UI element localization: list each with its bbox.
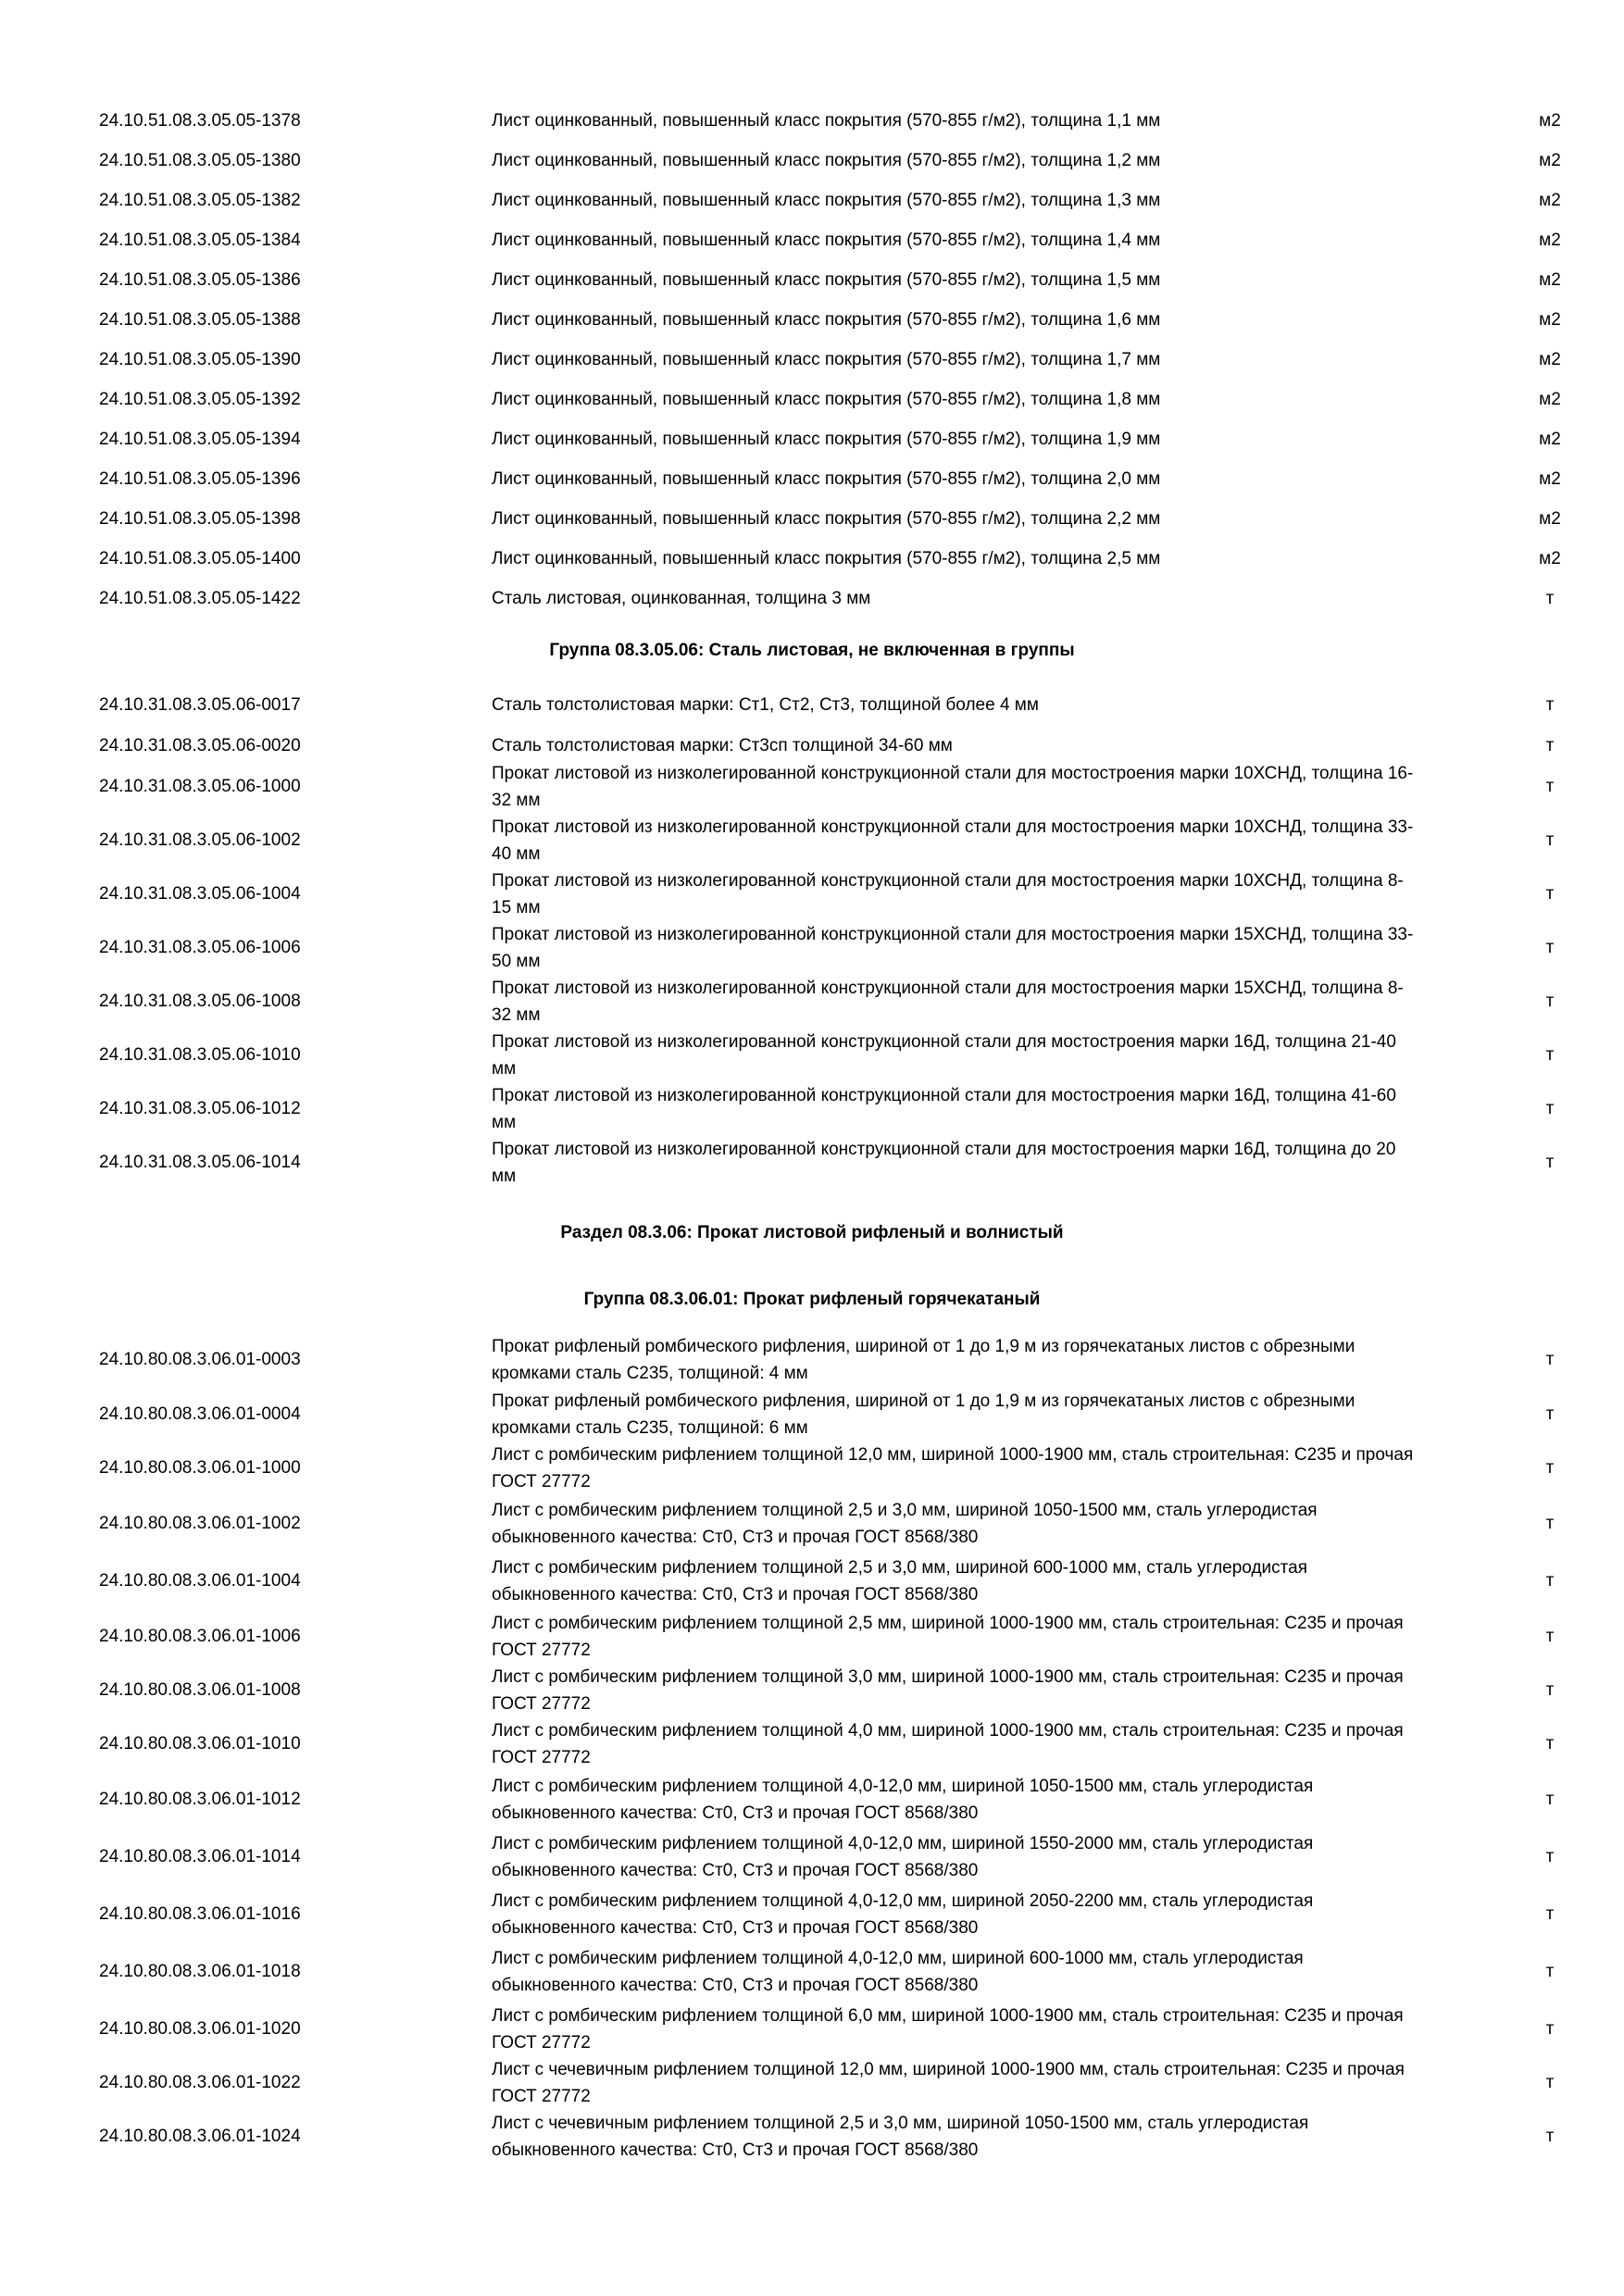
- row-name: Прокат рифленый ромбического рифления, шириной от 1 до 1,9 м из горячекатаных листов с обрезными кромками сталь С235, толщиной: 6 мм: [492, 1391, 1355, 1438]
- row-unit: т: [1545, 777, 1555, 796]
- row-code: 24.10.80.08.3.06.01-1016: [99, 1904, 301, 1924]
- row-name: Лист оцинкованный, повышенный класс покрытия (570-855 г/м2), толщина 2,5 мм: [492, 549, 1161, 568]
- group-heading: Группа 08.3.05.06: Сталь листовая, не включенная в группы: [549, 641, 1075, 660]
- row-name: Лист оцинкованный, повышенный класс покрытия (570-855 г/м2), толщина 1,6 мм: [492, 310, 1161, 330]
- row-code: 24.10.80.08.3.06.01-1000: [99, 1458, 301, 1478]
- row-name: Лист с ромбическим рифлением толщиной 4,0-12,0 мм, шириной 1550-2000 мм, сталь углеродистая обыкновенного качества: Ст0, Ст3 и прочая ГОСТ 8568/380: [492, 1834, 1314, 1880]
- row-name: Лист с ромбическим рифлением толщиной 2,5 и 3,0 мм, шириной 600-1000 мм, сталь углеродистая обыкновенного качества: Ст0, Ст3 и прочая ГОСТ 8568/380: [492, 1558, 1307, 1604]
- row-unit: т: [1545, 884, 1555, 904]
- row-unit: м2: [1539, 270, 1561, 290]
- row-code: 24.10.51.08.3.05.05-1382: [99, 191, 301, 210]
- row-name: Лист с ромбическим рифлением толщиной 6,0 мм, шириной 1000-1900 мм, сталь строительная: С235 и прочая ГОСТ 27772: [492, 2006, 1404, 2053]
- row-code: 24.10.31.08.3.05.06-1000: [99, 777, 301, 796]
- row-name: Лист оцинкованный, повышенный класс покрытия (570-855 г/м2), толщина 2,2 мм: [492, 509, 1161, 529]
- row-unit: м2: [1539, 111, 1561, 131]
- group-heading: Группа 08.3.06.01: Прокат рифленый горячекатаный: [583, 1290, 1041, 1309]
- row-code: 24.10.51.08.3.05.05-1386: [99, 270, 301, 290]
- row-unit: т: [1545, 736, 1555, 755]
- row-name: Лист оцинкованный, повышенный класс покрытия (570-855 г/м2), толщина 1,2 мм: [492, 151, 1161, 170]
- row-code: 24.10.80.08.3.06.01-1008: [99, 1680, 301, 1700]
- row-unit: м2: [1539, 350, 1561, 369]
- row-code: 24.10.80.08.3.06.01-0004: [99, 1404, 301, 1424]
- row-name: Лист оцинкованный, повышенный класс покрытия (570-855 г/м2), толщина 1,3 мм: [492, 191, 1161, 210]
- row-name: Лист с ромбическим рифлением толщиной 4,0-12,0 мм, шириной 600-1000 мм, сталь углеродистая обыкновенного качества: Ст0, Ст3 и прочая ГОСТ 8568/380: [492, 1949, 1304, 1995]
- row-unit: т: [1545, 1627, 1555, 1646]
- section-heading: Раздел 08.3.06: Прокат листовой рифленый и волнистый: [560, 1223, 1064, 1242]
- row-name: Лист с ромбическим рифлением толщиной 12,0 мм, шириной 1000-1900 мм, сталь строительная: С235 и прочая ГОСТ 27772: [492, 1445, 1414, 1491]
- row-code: 24.10.80.08.3.06.01-1018: [99, 1962, 301, 1981]
- row-code: 24.10.31.08.3.05.06-1002: [99, 830, 301, 850]
- row-name: Прокат листовой из низколегированной конструкционной стали для мостостроения марки 15ХСНД, толщина 8-32 мм: [492, 979, 1404, 1025]
- row-code: 24.10.80.08.3.06.01-1006: [99, 1627, 301, 1646]
- row-unit: т: [1545, 1404, 1555, 1424]
- row-unit: м2: [1539, 430, 1561, 449]
- row-unit: т: [1545, 1153, 1555, 1172]
- row-code: 24.10.51.08.3.05.05-1378: [99, 111, 301, 131]
- row-unit: т: [1545, 1458, 1555, 1478]
- row-unit: т: [1545, 1045, 1555, 1065]
- row-code: 24.10.80.08.3.06.01-0003: [99, 1350, 301, 1369]
- row-name: Лист оцинкованный, повышенный класс покрытия (570-855 г/м2), толщина 1,9 мм: [492, 430, 1161, 449]
- row-name: Прокат листовой из низколегированной конструкционной стали для мостостроения марки 16Д, толщина 21-40 мм: [492, 1032, 1396, 1079]
- row-name: Лист с ромбическим рифлением толщиной 4,0-12,0 мм, шириной 2050-2200 мм, сталь углеродистая обыкновенного качества: Ст0, Ст3 и прочая ГОСТ 8568/380: [492, 1891, 1314, 1938]
- row-code: 24.10.31.08.3.05.06-0020: [99, 736, 301, 755]
- row-unit: т: [1545, 1571, 1555, 1591]
- row-unit: м2: [1539, 231, 1561, 250]
- row-code: 24.10.31.08.3.05.06-1010: [99, 1045, 301, 1065]
- row-unit: м2: [1539, 310, 1561, 330]
- row-code: 24.10.80.08.3.06.01-1022: [99, 2073, 301, 2092]
- row-name: Прокат рифленый ромбического рифления, шириной от 1 до 1,9 м из горячекатаных листов с обрезными кромками сталь С235, толщиной: 4 мм: [492, 1337, 1355, 1383]
- row-unit: м2: [1539, 469, 1561, 489]
- row-name: Прокат листовой из низколегированной конструкционной стали для мостостроения марки 16Д, толщина 41-60 мм: [492, 1086, 1396, 1132]
- row-name: Сталь толстолистовая марки: Ст1, Ст2, Ст3, толщиной более 4 мм: [492, 695, 1039, 715]
- row-code: 24.10.31.08.3.05.06-1012: [99, 1099, 301, 1118]
- row-unit: т: [1545, 695, 1555, 715]
- row-name: Лист оцинкованный, повышенный класс покрытия (570-855 г/м2), толщина 1,7 мм: [492, 350, 1161, 369]
- row-unit: м2: [1539, 191, 1561, 210]
- row-name: Сталь толстолистовая марки: Ст3сп толщиной 34-60 мм: [492, 736, 953, 755]
- row-code: 24.10.51.08.3.05.05-1380: [99, 151, 301, 170]
- row-code: 24.10.80.08.3.06.01-1010: [99, 1734, 301, 1753]
- row-name: Прокат листовой из низколегированной конструкционной стали для мостостроения марки 10ХСНД, толщина 33-40 мм: [492, 817, 1414, 864]
- row-unit: м2: [1539, 509, 1561, 529]
- row-name: Лист с ромбическим рифлением толщиной 2,5 и 3,0 мм, шириной 1050-1500 мм, сталь углеродистая обыкновенного качества: Ст0, Ст3 и прочая ГОСТ 8568/380: [492, 1501, 1318, 1547]
- row-name: Лист оцинкованный, повышенный класс покрытия (570-855 г/м2), толщина 1,5 мм: [492, 270, 1161, 290]
- row-code: 24.10.80.08.3.06.01-1012: [99, 1790, 301, 1809]
- row-code: 24.10.80.08.3.06.01-1020: [99, 2019, 301, 2039]
- row-unit: м2: [1539, 151, 1561, 170]
- row-unit: м2: [1539, 549, 1561, 568]
- row-code: 24.10.31.08.3.05.06-0017: [99, 695, 301, 715]
- row-unit: т: [1545, 992, 1555, 1011]
- row-code: 24.10.80.08.3.06.01-1024: [99, 2127, 301, 2146]
- row-code: 24.10.31.08.3.05.06-1014: [99, 1153, 301, 1172]
- row-name: Сталь листовая, оцинкованная, толщина 3 мм: [492, 589, 871, 608]
- row-unit: т: [1545, 1099, 1555, 1118]
- row-code: 24.10.51.08.3.05.05-1394: [99, 430, 301, 449]
- row-code: 24.10.51.08.3.05.05-1384: [99, 231, 301, 250]
- row-code: 24.10.80.08.3.06.01-1004: [99, 1571, 301, 1591]
- row-unit: т: [1545, 938, 1555, 957]
- row-name: Лист оцинкованный, повышенный класс покрытия (570-855 г/м2), толщина 1,1 мм: [492, 111, 1161, 131]
- row-code: 24.10.51.08.3.05.05-1396: [99, 469, 301, 489]
- row-code: 24.10.51.08.3.05.05-1388: [99, 310, 301, 330]
- row-unit: т: [1545, 1514, 1555, 1533]
- row-name: Лист с чечевичным рифлением толщиной 2,5 и 3,0 мм, шириной 1050-1500 мм, сталь углеродистая обыкновенного качества: Ст0, Ст3 и прочая ГОСТ 8568/380: [492, 2114, 1309, 2160]
- row-unit: м2: [1539, 390, 1561, 409]
- row-name: Лист оцинкованный, повышенный класс покрытия (570-855 г/м2), толщина 1,4 мм: [492, 231, 1161, 250]
- row-name: Прокат листовой из низколегированной конструкционной стали для мостостроения марки 10ХСНД, толщина 8-15 мм: [492, 871, 1404, 917]
- row-unit: т: [1545, 589, 1555, 608]
- row-name: Прокат листовой из низколегированной конструкционной стали для мостостроения марки 16Д, толщина до 20 мм: [492, 1140, 1396, 1186]
- row-unit: т: [1545, 2127, 1555, 2146]
- row-code: 24.10.31.08.3.05.06-1006: [99, 938, 301, 957]
- row-name: Прокат листовой из низколегированной конструкционной стали для мостостроения марки 10ХСНД, толщина 16-32 мм: [492, 764, 1414, 810]
- row-unit: т: [1545, 1350, 1555, 1369]
- row-name: Лист оцинкованный, повышенный класс покрытия (570-855 г/м2), толщина 1,8 мм: [492, 390, 1161, 409]
- row-code: 24.10.51.08.3.05.05-1390: [99, 350, 301, 369]
- row-code: 24.10.31.08.3.05.06-1004: [99, 884, 301, 904]
- row-name: Лист с ромбическим рифлением толщиной 4,0 мм, шириной 1000-1900 мм, сталь строительная: С235 и прочая ГОСТ 27772: [492, 1721, 1404, 1767]
- row-unit: т: [1545, 1962, 1555, 1981]
- row-code: 24.10.51.08.3.05.05-1392: [99, 390, 301, 409]
- row-unit: т: [1545, 1790, 1555, 1809]
- row-unit: т: [1545, 2019, 1555, 2039]
- row-name: Лист с ромбическим рифлением толщиной 3,0 мм, шириной 1000-1900 мм, сталь строительная: С235 и прочая ГОСТ 27772: [492, 1667, 1404, 1714]
- row-name: Прокат листовой из низколегированной конструкционной стали для мостостроения марки 15ХСНД, толщина 33-50 мм: [492, 925, 1414, 971]
- row-name: Лист оцинкованный, повышенный класс покрытия (570-855 г/м2), толщина 2,0 мм: [492, 469, 1161, 489]
- row-unit: т: [1545, 1734, 1555, 1753]
- row-unit: т: [1545, 1904, 1555, 1924]
- row-unit: т: [1545, 830, 1555, 850]
- row-code: 24.10.31.08.3.05.06-1008: [99, 992, 301, 1011]
- row-unit: т: [1545, 1680, 1555, 1700]
- row-code: 24.10.51.08.3.05.05-1398: [99, 509, 301, 529]
- row-code: 24.10.80.08.3.06.01-1002: [99, 1514, 301, 1533]
- row-code: 24.10.80.08.3.06.01-1014: [99, 1847, 301, 1866]
- row-name: Лист с чечевичным рифлением толщиной 12,0 мм, шириной 1000-1900 мм, сталь строительная: С235 и прочая ГОСТ 27772: [492, 2060, 1405, 2106]
- row-code: 24.10.51.08.3.05.05-1422: [99, 589, 301, 608]
- row-name: Лист с ромбическим рифлением толщиной 4,0-12,0 мм, шириной 1050-1500 мм, сталь углеродистая обыкновенного качества: Ст0, Ст3 и прочая ГОСТ 8568/380: [492, 1777, 1314, 1823]
- row-name: Лист с ромбическим рифлением толщиной 2,5 мм, шириной 1000-1900 мм, сталь строительная: С235 и прочая ГОСТ 27772: [492, 1614, 1404, 1660]
- row-code: 24.10.51.08.3.05.05-1400: [99, 549, 301, 568]
- row-unit: т: [1545, 1847, 1555, 1866]
- row-unit: т: [1545, 2073, 1555, 2092]
